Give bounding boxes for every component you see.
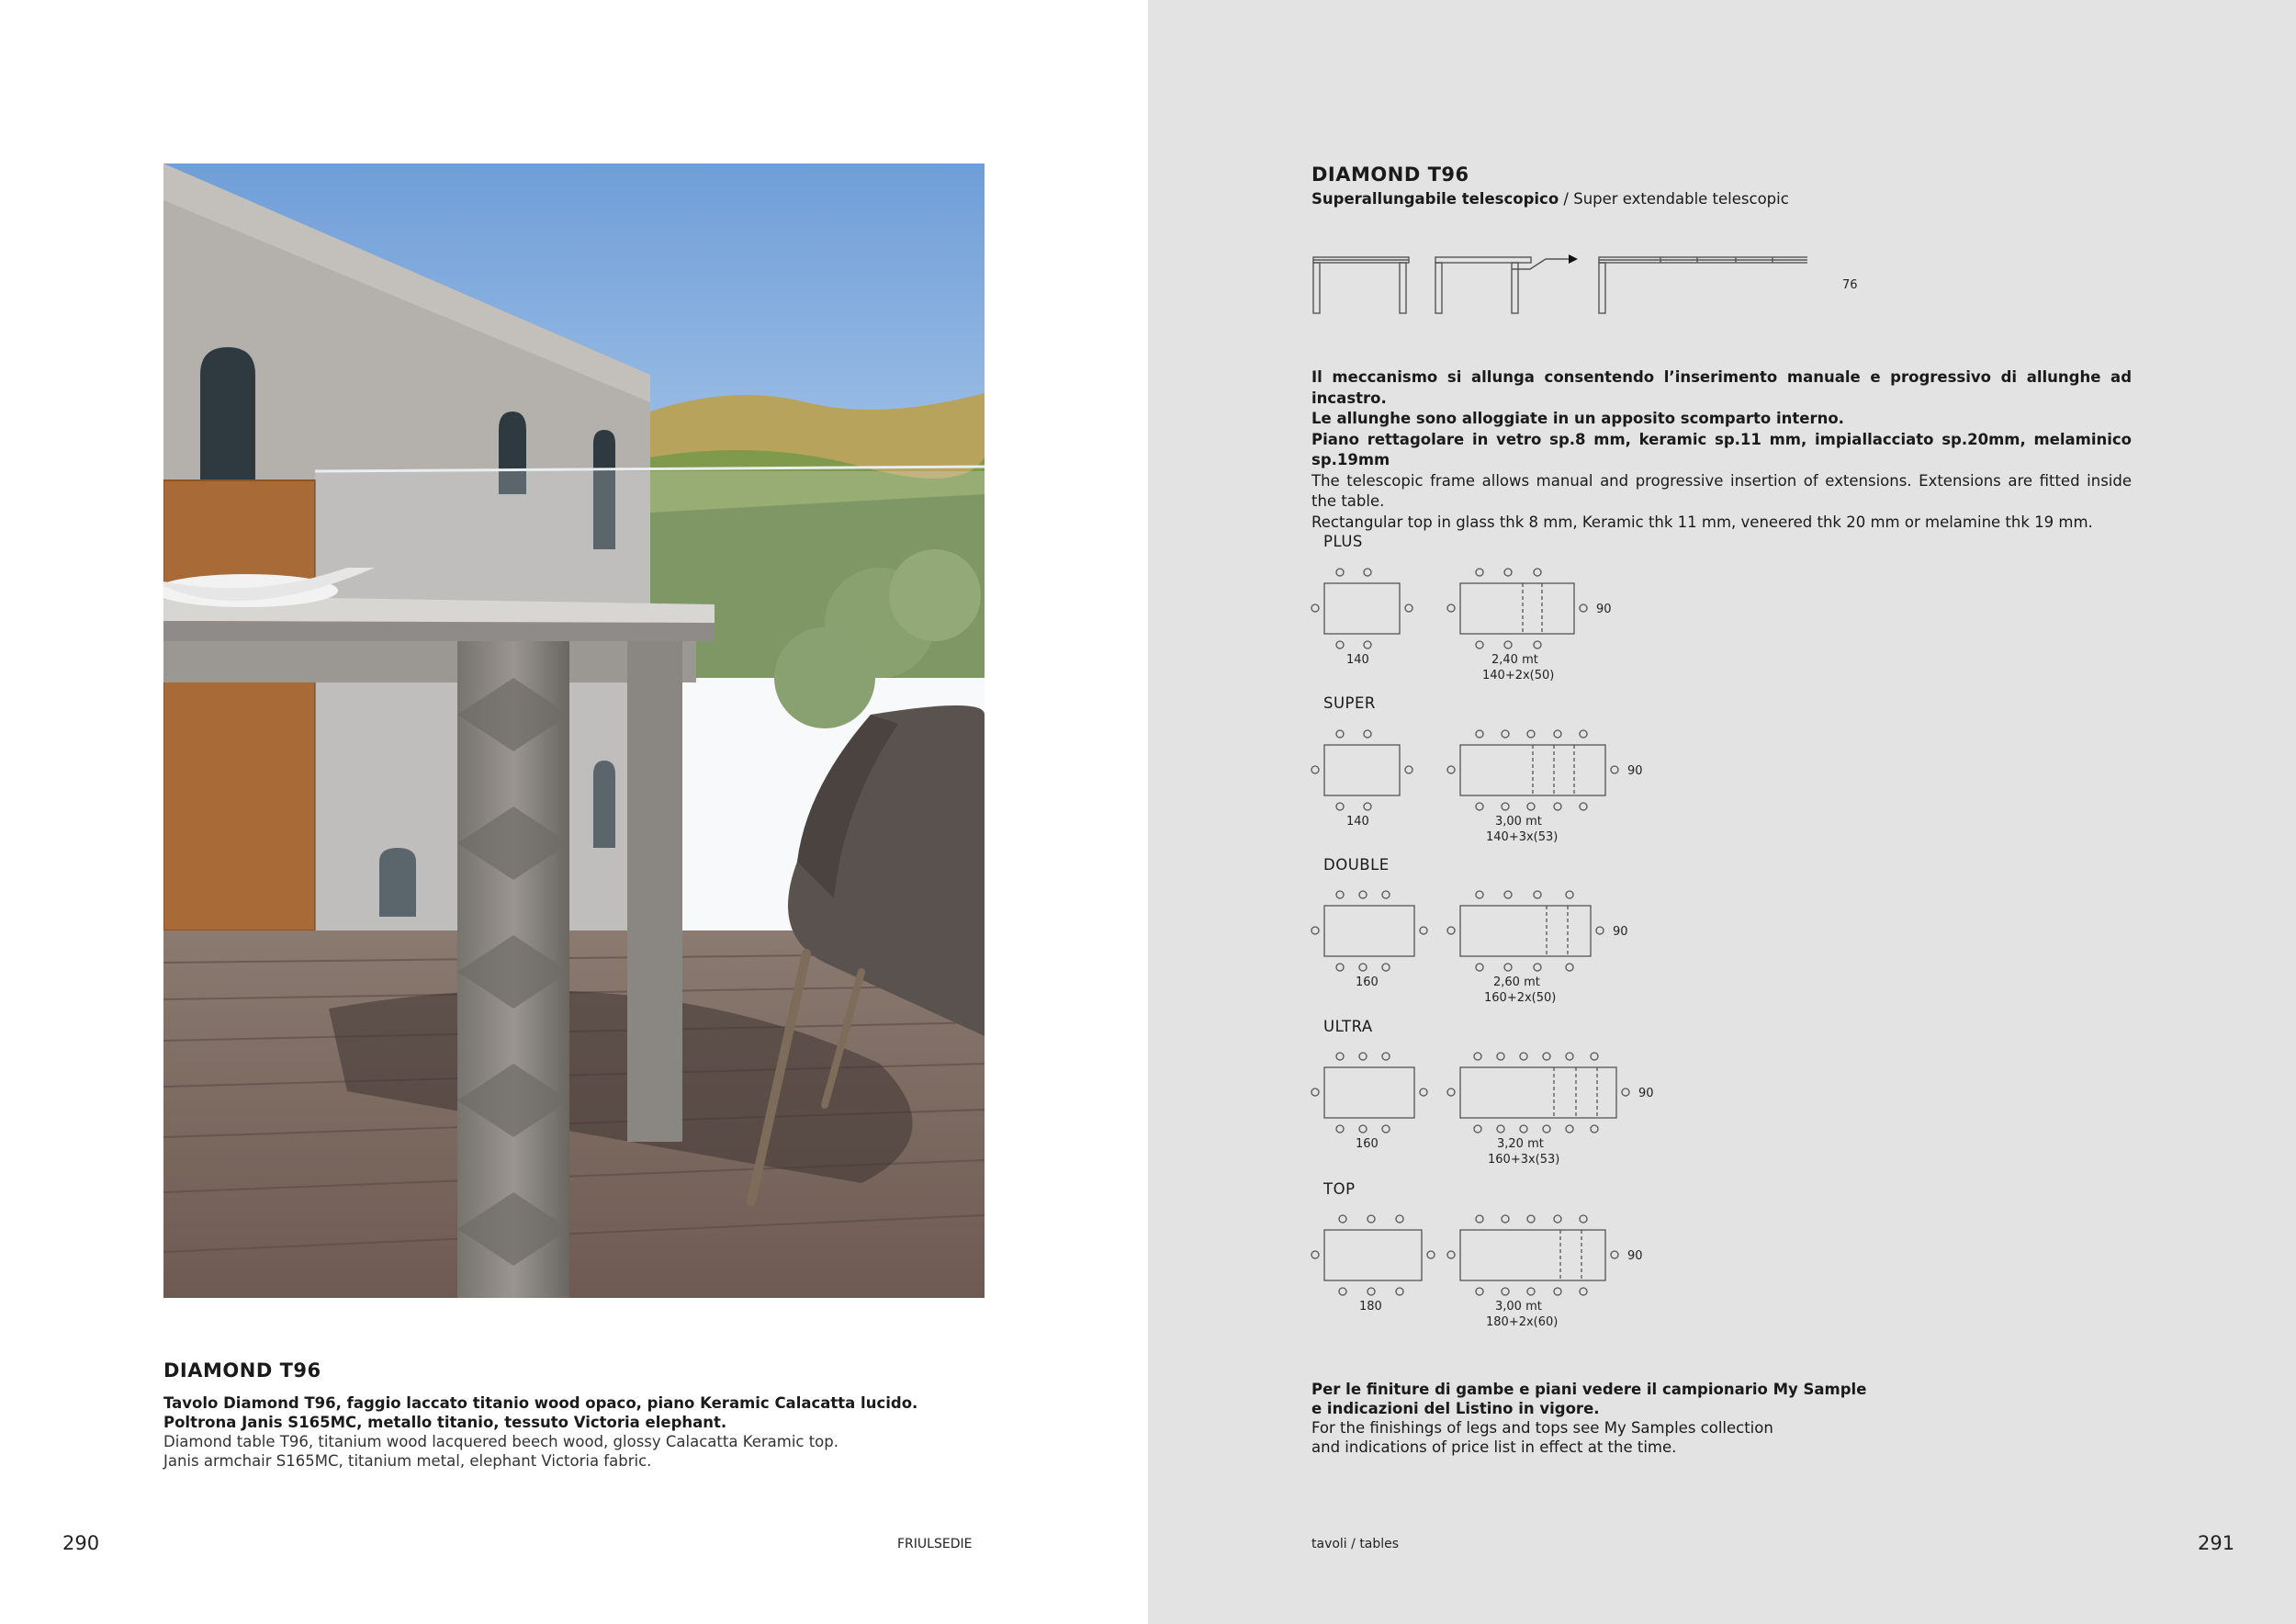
page-number-left: 290: [62, 1532, 100, 1554]
config-top-depth: 90: [1627, 1249, 1643, 1263]
config-super-label: SUPER: [1323, 694, 1376, 712]
caption-english: [163, 1432, 972, 1471]
config-top-formula: 180+2x(60): [1486, 1315, 1559, 1329]
product-photo-illustration: [163, 164, 985, 1298]
caption-italian-line: Tavolo Diamond T96, faggio laccato titanio wood opaco, piano Keramic Calacatta lucido.: [163, 1394, 918, 1412]
config-super-closed: 140: [1346, 815, 1369, 829]
right-page: [1148, 0, 2296, 1624]
subtitle-english: Super extendable telescopic: [1573, 190, 1789, 208]
config-ultra-closed: 160: [1356, 1137, 1379, 1151]
config-super-open: 3,00 mt: [1495, 815, 1542, 829]
config-super-formula: 140+3x(53): [1486, 830, 1559, 844]
config-double-closed: 160: [1356, 976, 1379, 989]
config-ultra-formula: 160+3x(53): [1488, 1153, 1560, 1167]
note-italian-line: Per le finiture di gambe e piani vedere il campionario My Sample: [1311, 1381, 1867, 1398]
description-italian-line: Le allunghe sono alloggiate in un apposito scomparto interno.: [1311, 410, 1844, 427]
caption-italian: [163, 1393, 972, 1432]
config-plus-formula: 140+2x(50): [1482, 669, 1555, 682]
description-italian-line: Il meccanismo si allunga consentendo l’inserimento manuale e progressivo di allunghe ad incastro.: [1311, 368, 2132, 407]
extension-mechanism-diagram: [1311, 239, 1807, 340]
caption-title: DIAMOND T96: [163, 1359, 321, 1382]
finishes-note-italian: [1311, 1380, 1954, 1418]
caption-italian-line: Poltrona Janis S165MC, metallo titanio, tessuto Victoria elephant.: [163, 1414, 727, 1431]
config-top-label: TOP: [1323, 1180, 1356, 1198]
height-76-label: 76: [1842, 278, 1858, 292]
subtitle-italian: Superallungabile telescopico: [1311, 190, 1559, 208]
description-english-line: Rectangular top in glass thk 8 mm, Keramic thk 11 mm, veneered thk 20 mm or melamine thk 19 mm.: [1311, 513, 2093, 531]
config-super-depth: 90: [1627, 764, 1643, 778]
caption-english-line: Diamond table T96, titanium wood lacquered beech wood, glossy Calacatta Keramic top.: [163, 1433, 838, 1450]
config-plus-depth: 90: [1596, 603, 1612, 616]
config-ultra-open: 3,20 mt: [1497, 1137, 1544, 1151]
config-plus-closed: 140: [1346, 653, 1369, 667]
section-footer: tavoli / tables: [1311, 1537, 1400, 1551]
config-ultra-label: ULTRA: [1323, 1018, 1373, 1035]
product-title: DIAMOND T96: [1311, 164, 1469, 186]
config-ultra-depth: 90: [1638, 1087, 1654, 1100]
caption-english-line: Janis armchair S165MC, titanium metal, elephant Victoria fabric.: [163, 1452, 652, 1470]
config-double-label: DOUBLE: [1323, 856, 1390, 874]
description-english-line: The telescopic frame allows manual and progressive insertion of extensions. Extensions are fitted inside the table.: [1311, 471, 2132, 510]
config-plus-diagram: [1308, 562, 1675, 686]
description: [1311, 367, 2132, 533]
finishes-note-english: [1311, 1418, 1954, 1457]
config-ultra-diagram: [1308, 1046, 1675, 1170]
config-plus-open: 2,40 mt: [1491, 653, 1538, 667]
product-subtitle: [1311, 190, 1789, 208]
config-double-diagram: [1308, 885, 1675, 1009]
config-double-open: 2,60 mt: [1493, 976, 1540, 989]
description-italian-line: Piano rettagolare in vetro sp.8 mm, keramic sp.11 mm, impiallacciato sp.20mm, melaminico sp.19mm: [1311, 430, 2132, 468]
note-italian-line: e indicazioni del Listino in vigore.: [1311, 1400, 1600, 1417]
product-photo: [163, 164, 985, 1298]
config-top-closed: 180: [1359, 1300, 1382, 1314]
config-top-open: 3,00 mt: [1495, 1300, 1542, 1314]
note-english-line: For the finishings of legs and tops see My Samples collection: [1311, 1419, 1773, 1437]
config-double-depth: 90: [1613, 925, 1628, 939]
note-english-line: and indications of price list in effect at the time.: [1311, 1438, 1677, 1456]
config-top-diagram: [1308, 1209, 1675, 1333]
brand-footer: FRIULSEDIE: [897, 1537, 973, 1551]
subtitle-separator: /: [1559, 190, 1574, 208]
config-plus-label: PLUS: [1323, 533, 1363, 550]
page-number-right: 291: [2198, 1532, 2235, 1554]
config-double-formula: 160+2x(50): [1484, 991, 1557, 1005]
config-super-diagram: [1308, 724, 1675, 848]
